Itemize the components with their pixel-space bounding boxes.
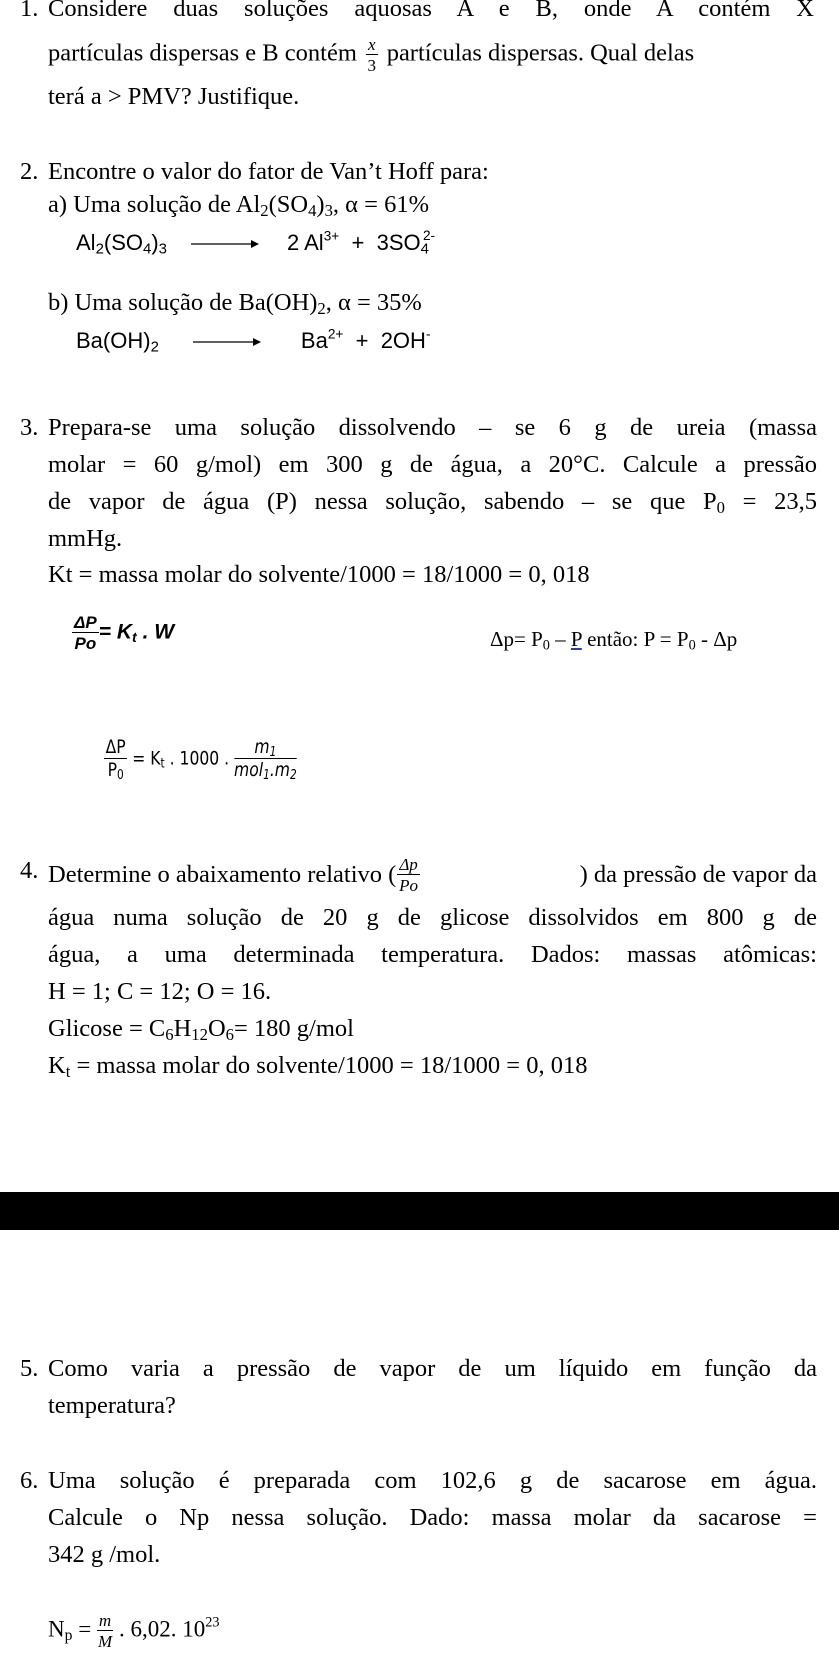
formula-pressure-difference: $\Delta p= P_0 - P$ então: $P = P_0 - \Delta p$ bbox=[490, 627, 738, 654]
question-3-kt-line: Kt = massa molar do solvente/1000 = 18/1000 = 0, 018 bbox=[48, 561, 590, 588]
question-2a-equation: $Al_2(SO_4)_3$ 2 $Al^{3+} + 3SO_4^{2-}$ bbox=[76, 228, 436, 258]
question-4-glucose-line: $Glicose = C_6H_{12}O_6= 180$ g/mol bbox=[48, 1015, 354, 1045]
question-4-line-1: Determine o abaixamento relativo ( $\frac{\Delta p}{Po}$ ) da pressão de vapor da bbox=[48, 855, 817, 895]
question-3-line-1: Prepara-se uma solução dissolvendo – se 6 g de ureia (massa bbox=[48, 414, 817, 441]
question-3-line-4: mmHg. bbox=[48, 525, 123, 552]
question-1-line-1: Considere duas soluções aquosas A e B, onde A contém X bbox=[48, 0, 814, 22]
question-5-line-1: Como varia a pressão de vapor de um líquido em função da bbox=[48, 1355, 817, 1382]
fraction-denominator: 3 bbox=[367, 56, 377, 75]
question-4-line-3: água, a uma determinada temperatura. Dados: massas atômicas: bbox=[48, 941, 817, 968]
question-6-number: 6. bbox=[20, 1467, 39, 1494]
question-3-number: 3. bbox=[20, 414, 39, 441]
question-3-line-3: de vapor de água (P) nessa solução, sabendo – se que $P_0 = 23,5$ bbox=[48, 488, 817, 518]
question-6-line-3: 342 g /mol. bbox=[48, 1541, 161, 1568]
page-separator-bar bbox=[0, 1192, 839, 1230]
question-3-line-2: molar = 60 g/mol) em 300 g de água, a 20°C. Calcule a pressão bbox=[48, 451, 817, 478]
question-5-number: 5. bbox=[20, 1355, 39, 1382]
question-4-kt-line: $K_t$ = massa molar do solvente/1000 = 18/1000 = 0, 018 bbox=[48, 1052, 588, 1082]
question-2a-statement: a) Uma solução de $Al_2(SO_4)_3$, α = 61% bbox=[48, 191, 429, 221]
fraction-numerator: x bbox=[368, 35, 376, 54]
question-4-line-2: água numa solução de 20 g de glicose dissolvidos em 800 g de bbox=[48, 904, 817, 931]
reaction-arrow-icon bbox=[191, 237, 259, 251]
question-4-line-4: H = 1; C = 12; O = 16. bbox=[48, 978, 272, 1005]
formula-raoult-expanded: $\frac{\Delta P}{P_0}$ = $K_t$ . 1000 . $\frac{m_1}{mol_1.m_2}$ bbox=[105, 736, 297, 784]
question-2-title: Encontre o valor do fator de Van’t Hoff para: bbox=[48, 158, 489, 185]
question-1-line-2: partículas dispersas e B contém $\frac{x}{3}$ partículas dispersas. Qual delas bbox=[48, 35, 695, 75]
question-6-line-2: Calcule o Np nessa solução. Dado: massa molar da sacarose = bbox=[48, 1504, 817, 1531]
question-1-line-3: terá a > PMV? Justifique. bbox=[48, 83, 300, 110]
question-4-number: 4. bbox=[20, 857, 39, 884]
question-6-line-1: Uma solução é preparada com 102,6 g de sacarose em água. bbox=[48, 1467, 817, 1494]
question-5-line-2: temperatura? bbox=[48, 1392, 176, 1419]
reaction-arrow-icon bbox=[193, 335, 261, 349]
question-1-number: 1. bbox=[20, 0, 39, 22]
question-2-number: 2. bbox=[20, 158, 39, 185]
question-2b-statement: b) Uma solução de $Ba(OH)_2$, α = 35% bbox=[48, 289, 422, 319]
formula-particle-count: $N_p$ = $\frac{m}{M}$ . 6,02. $10^{23}$ bbox=[48, 1611, 220, 1651]
question-2b-equation: $Ba(OH)_2$ $Ba^{2+} + 2OH^-$ bbox=[76, 326, 431, 356]
formula-relative-lowering: $\frac{\Delta P}{Po}$ = $K_t$ . W bbox=[74, 613, 175, 653]
